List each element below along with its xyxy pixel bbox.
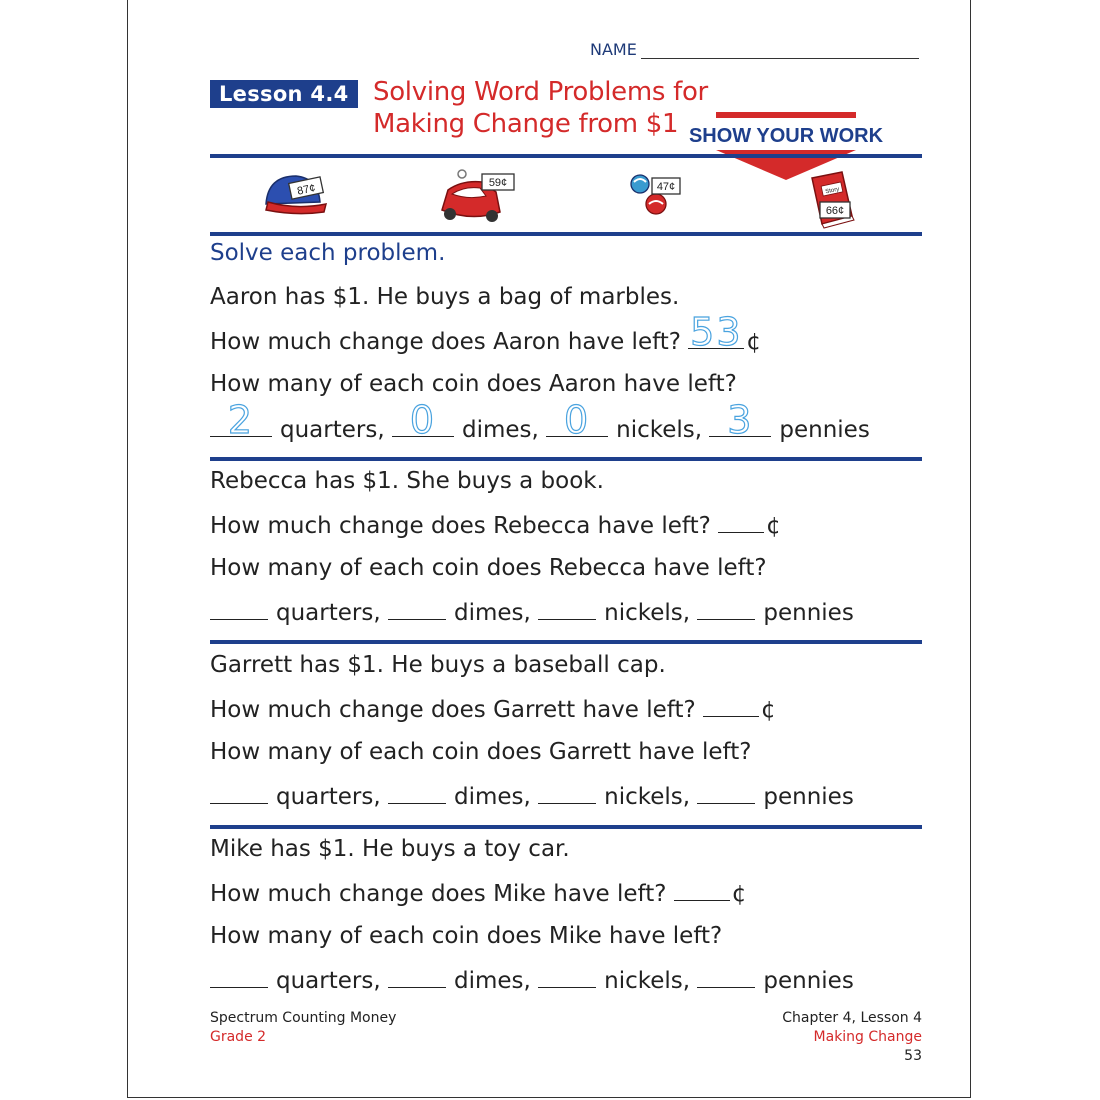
show-your-work-text: SHOW YOUR WORK bbox=[688, 125, 884, 147]
pennies-blank[interactable] bbox=[709, 398, 771, 442]
problem-4-statement: Mike has $1. He buys a toy car. bbox=[210, 836, 570, 862]
name-field[interactable] bbox=[590, 40, 919, 59]
title-line-1: Solving Word Problems for bbox=[373, 77, 708, 107]
dimes-blank[interactable] bbox=[388, 599, 446, 620]
problem-4-change-line: How much change does Mike have left? ¢ bbox=[210, 881, 747, 907]
toy-car-icon bbox=[438, 166, 538, 226]
marbles-price-tag: 47¢ bbox=[656, 181, 676, 193]
quarters-answer: 2 bbox=[227, 398, 255, 442]
problem-1-coins-question: How many of each coin does Aaron have left? bbox=[210, 371, 737, 397]
instruction: Solve each problem. bbox=[210, 240, 446, 266]
rule-top bbox=[210, 154, 922, 158]
change-answer-blank[interactable] bbox=[688, 310, 744, 354]
quarters-blank[interactable] bbox=[210, 398, 272, 442]
cent-symbol: ¢ bbox=[746, 329, 761, 355]
page-title bbox=[373, 76, 708, 140]
footer-topic: Making Change bbox=[813, 1029, 922, 1045]
title-line-2: Making Change from $1 bbox=[373, 109, 679, 139]
quarters-blank[interactable] bbox=[210, 599, 268, 620]
marbles-icon bbox=[628, 172, 698, 220]
lesson-badge: Lesson 4.4 bbox=[210, 80, 358, 108]
nickels-blank[interactable] bbox=[538, 783, 596, 804]
rule-after-problem-3 bbox=[210, 825, 922, 829]
nickels-blank[interactable] bbox=[538, 599, 596, 620]
nickels-blank[interactable] bbox=[538, 967, 596, 988]
book-icon bbox=[806, 168, 866, 230]
change-answer-blank[interactable] bbox=[703, 696, 759, 717]
footer-grade: Grade 2 bbox=[210, 1029, 267, 1045]
dimes-blank[interactable] bbox=[388, 967, 446, 988]
baseball-cap-icon bbox=[262, 168, 330, 218]
problem-2-change-line: How much change does Rebecca have left? ¢ bbox=[210, 513, 781, 539]
car-price-tag: 59¢ bbox=[488, 177, 508, 189]
problem-3-coins-line: quarters, dimes, nickels, pennies bbox=[210, 783, 854, 810]
pennies-blank[interactable] bbox=[697, 599, 755, 620]
name-line[interactable] bbox=[641, 42, 919, 59]
dimes-blank[interactable] bbox=[392, 398, 454, 442]
pennies-blank[interactable] bbox=[697, 783, 755, 804]
price-items-row bbox=[210, 162, 922, 230]
change-answer-blank[interactable] bbox=[674, 880, 730, 901]
page-number: 53 bbox=[904, 1048, 922, 1064]
dimes-blank[interactable] bbox=[388, 783, 446, 804]
change-answer-blank[interactable] bbox=[718, 512, 764, 533]
problem-2-coins-line: quarters, dimes, nickels, pennies bbox=[210, 599, 854, 626]
problem-1-statement: Aaron has $1. He buys a bag of marbles. bbox=[210, 284, 680, 310]
rule-after-problem-2 bbox=[210, 640, 922, 644]
cap-price-tag: 87¢ bbox=[296, 182, 317, 198]
quarters-blank[interactable] bbox=[210, 967, 268, 988]
problem-3-coins-question: How many of each coin does Garrett have left? bbox=[210, 739, 752, 765]
change-answer: 53 bbox=[690, 310, 743, 354]
footer-chapter: Chapter 4, Lesson 4 bbox=[782, 1010, 922, 1026]
book-cover-label: Story bbox=[824, 186, 840, 196]
problem-4-coins-question: How many of each coin does Mike have left? bbox=[210, 923, 723, 949]
rule-below-items bbox=[210, 232, 922, 236]
nickels-answer: 0 bbox=[564, 398, 591, 442]
problem-2-coins-question: How many of each coin does Rebecca have left? bbox=[210, 555, 767, 581]
book-price-tag: 66¢ bbox=[825, 205, 845, 217]
pennies-answer: 3 bbox=[727, 398, 754, 442]
problem-3-change-line: How much change does Garrett have left? ¢ bbox=[210, 697, 776, 723]
problem-4-coins-line: quarters, dimes, nickels, pennies bbox=[210, 967, 854, 994]
name-label: NAME bbox=[590, 40, 637, 59]
problem-1-change-line: How much change does Aaron have left? 53 ¢ bbox=[210, 310, 761, 355]
footer-book-title: Spectrum Counting Money bbox=[210, 1010, 397, 1026]
rule-after-problem-1 bbox=[210, 457, 922, 461]
problem-3-statement: Garrett has $1. He buys a baseball cap. bbox=[210, 652, 666, 678]
problem-2-statement: Rebecca has $1. She buys a book. bbox=[210, 468, 604, 494]
problem-1-coins-line: 2 quarters, 0 dimes, 0 nickels, 3 pennies bbox=[210, 416, 870, 443]
nickels-blank[interactable] bbox=[546, 398, 608, 442]
dimes-answer: 0 bbox=[409, 398, 437, 442]
quarters-blank[interactable] bbox=[210, 783, 268, 804]
pennies-blank[interactable] bbox=[697, 967, 755, 988]
